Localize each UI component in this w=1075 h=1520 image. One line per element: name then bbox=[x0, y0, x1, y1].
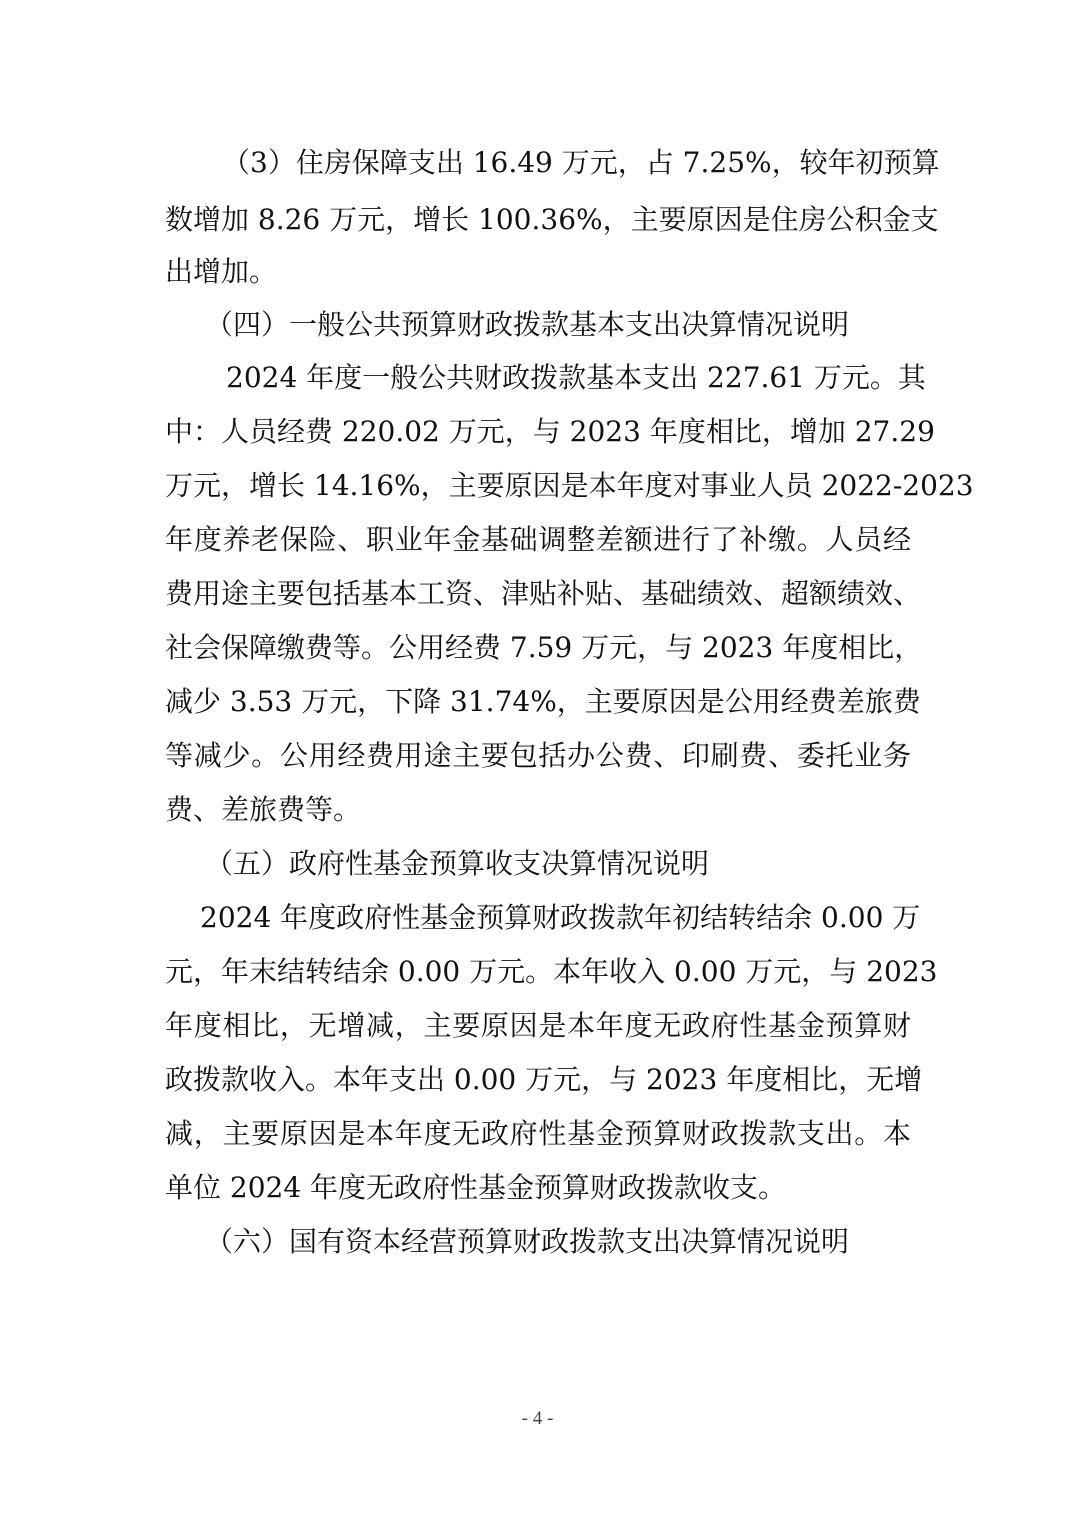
text-line: 减，主要原因是本年度无政府性基金预算财政拨款支出。本 bbox=[165, 1117, 911, 1150]
text-line: 社会保障缴费等。公用经费 7.59 万元，与 2023 年度相比， bbox=[165, 631, 923, 664]
section-heading: （六）国有资本经营预算财政拨款支出决算情况说明 bbox=[205, 1225, 850, 1258]
text-line: 2024 年度政府性基金预算财政拨款年初结转结余 0.00 万 bbox=[200, 901, 921, 934]
text-line: 单位 2024 年度无政府性基金预算财政拨款收支。 bbox=[165, 1171, 787, 1204]
text-line: 减少 3.53 万元，下降 31.74%，主要原因是公用经费差旅费 bbox=[165, 685, 921, 718]
text-line: （3）住房保障支出 16.49 万元，占 7.25%，较年初预算 bbox=[222, 146, 940, 179]
text-line: 政拨款收入。本年支出 0.00 万元，与 2023 年度相比，无增 bbox=[165, 1063, 923, 1096]
text-line: 2024 年度一般公共财政拨款基本支出 227.61 万元。其 bbox=[226, 361, 926, 394]
text-line: 费用途主要包括基本工资、津贴补贴、基础绩效、超额绩效、 bbox=[165, 577, 922, 610]
text-line: 数增加 8.26 万元，增长 100.36%，主要原因是住房公积金支 bbox=[165, 203, 939, 236]
text-line: 中：人员经费 220.02 万元，与 2023 年度相比，增加 27.29 bbox=[165, 415, 935, 448]
section-heading: （五）政府性基金预算收支决算情况说明 bbox=[205, 847, 710, 880]
section-heading: （四）一般公共预算财政拨款基本支出决算情况说明 bbox=[205, 308, 850, 341]
text-line: 等减少。公用经费用途主要包括办公费、印刷费、委托业务 bbox=[165, 739, 911, 772]
text-line: 元，年末结转结余 0.00 万元。本年收入 0.00 万元，与 2023 bbox=[165, 955, 938, 988]
text-line: 万元，增长 14.16%，主要原因是本年度对事业人员 2022-2023 bbox=[165, 469, 974, 502]
text-line: 费、差旅费等。 bbox=[165, 793, 362, 826]
text-line: 年度养老保险、职业年金基础调整差额进行了补缴。人员经 bbox=[165, 523, 911, 556]
page-number: - 4 - bbox=[521, 1408, 554, 1429]
text-line: 年度相比，无增减，主要原因是本年度无政府性基金预算财 bbox=[165, 1009, 911, 1042]
text-line: 出增加。 bbox=[165, 255, 278, 288]
